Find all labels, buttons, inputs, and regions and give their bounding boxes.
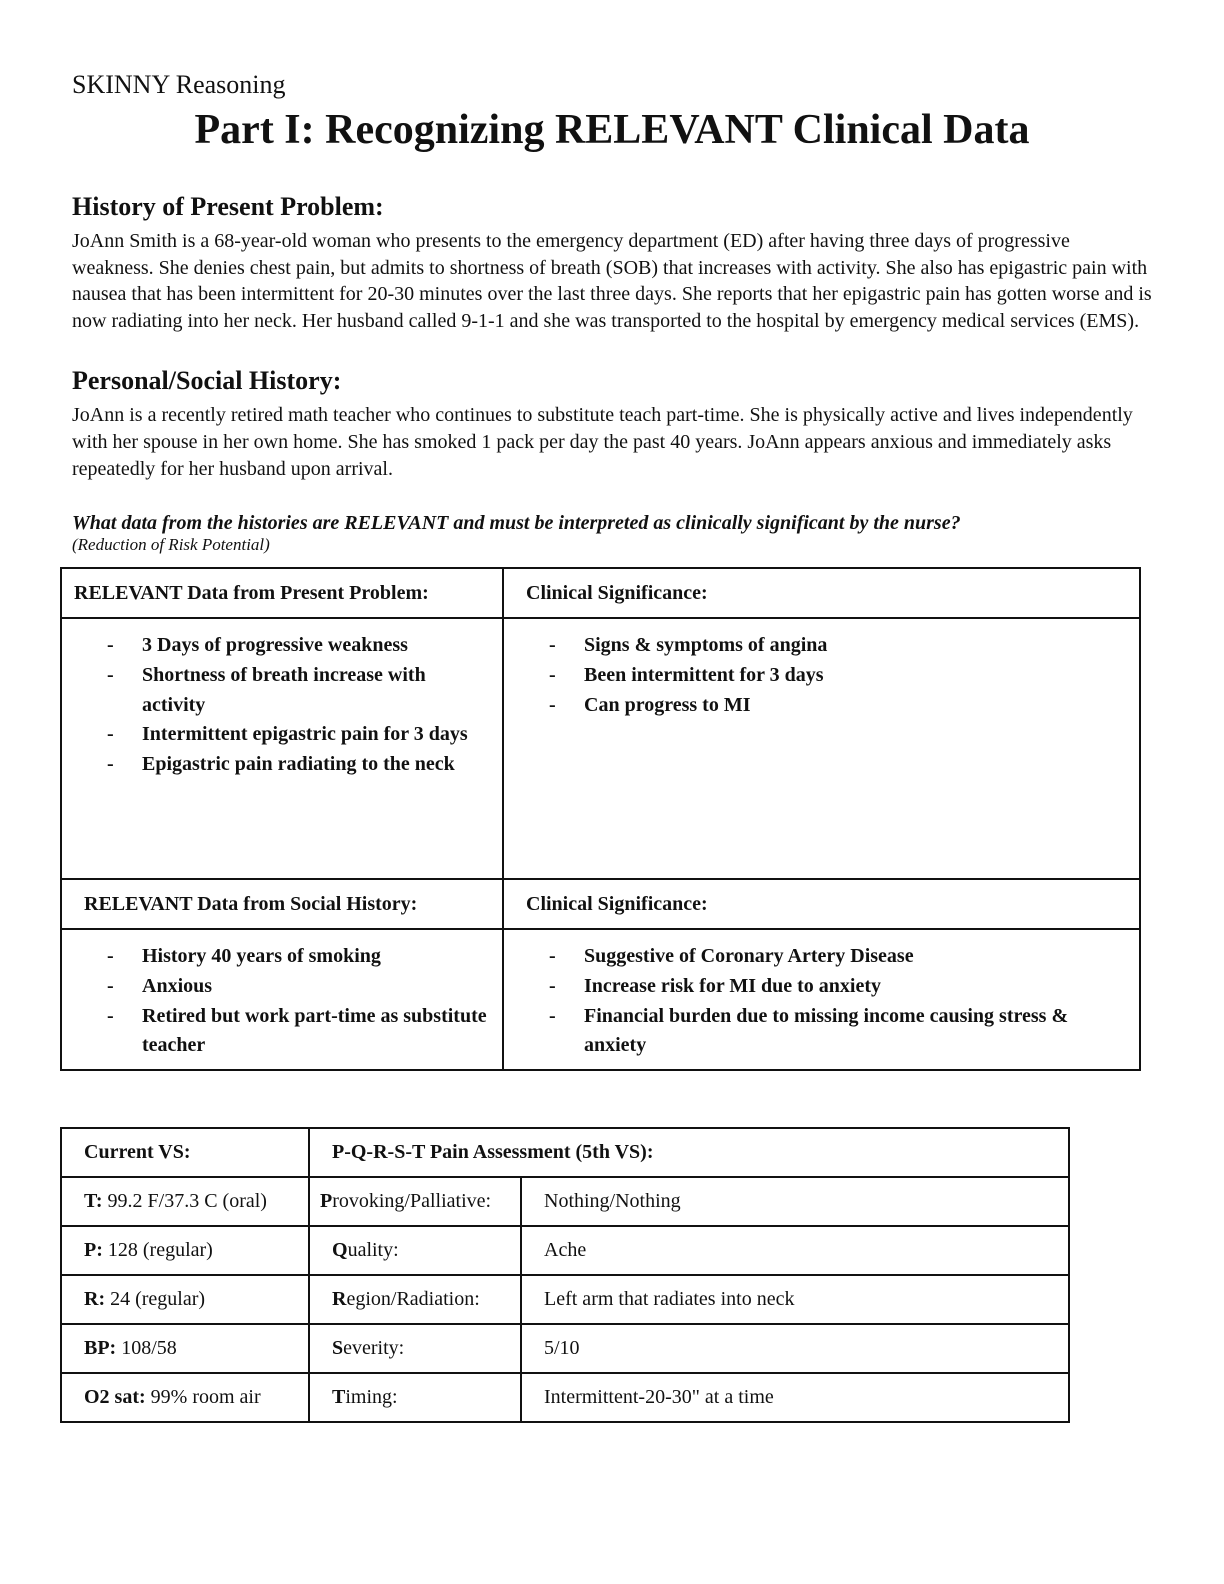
list-item: - Financial burden due to missing income causing stress & anxiety: [504, 1002, 1139, 1062]
list-item: - Shortness of breath increase with activity: [62, 661, 502, 721]
list-item: - Been intermittent for 3 days: [504, 661, 1139, 691]
vs-value: 99% room air: [145, 1386, 261, 1408]
pain-initial: S: [332, 1337, 344, 1359]
history-present-text: JoAnn Smith is a 68-year-old woman who presents to the emergency department (ED) after having three days of progressive weakness. She denies chest pain, but admits to shortness of breath (SOB) that increases with activity. She also has epigastric pain with nausea that has been intermittent for 20-30 minutes over the last three days. She reports that her epigastric pain has gotten worse and is now radiating into her neck. Her husband called 9-1-1 and she was transported to the hospital by emergency medical services (EMS).: [72, 230, 1152, 332]
vs-label: BP:: [84, 1337, 117, 1359]
present-significance-cell: [503, 618, 1140, 879]
social-data-cell: [61, 929, 503, 1070]
vs-value: 99.2 F/37.3 C (oral): [102, 1190, 267, 1212]
question-note: (Reduction of Risk Potential): [72, 535, 270, 555]
list-item: - 3 Days of progressive weakness: [62, 631, 502, 661]
list-item: - Retired but work part-time as substitute teacher: [62, 1002, 502, 1062]
pain-initial: Q: [332, 1239, 348, 1261]
list-item: - History 40 years of smoking: [62, 942, 502, 972]
vs-value: 24 (regular): [105, 1288, 206, 1310]
vs-value: 128 (regular): [102, 1239, 213, 1261]
history-present-heading: History of Present Problem:: [72, 192, 384, 221]
pain-value: 5/10: [521, 1324, 1069, 1373]
pain-initial: T: [332, 1386, 346, 1408]
list-item: - Anxious: [62, 972, 502, 1002]
pain-label: uality:: [347, 1239, 399, 1261]
vs-value: 108/58: [116, 1337, 177, 1359]
pain-label: rovoking/Palliative:: [332, 1190, 492, 1212]
pain-label: iming:: [345, 1386, 398, 1408]
current-vs-header: Current VS:: [61, 1128, 309, 1177]
list-item: - Intermittent epigastric pain for 3 days: [62, 720, 502, 750]
social-significance-cell: [503, 929, 1140, 1070]
pain-label: egion/Radiation:: [346, 1288, 480, 1310]
social-history-heading: Personal/Social History:: [72, 366, 342, 396]
table-row: [61, 1226, 1069, 1275]
table-row: [61, 1324, 1069, 1373]
list-item: - Increase risk for MI due to anxiety: [504, 972, 1139, 1002]
list-item: - Suggestive of Coronary Artery Disease: [504, 942, 1139, 972]
vital-signs-table: [60, 1127, 1070, 1423]
document-kicker: SKINNY Reasoning: [72, 70, 286, 99]
table-row: [61, 1275, 1069, 1324]
social-history-text: JoAnn is a recently retired math teacher who continues to substitute teach part-time. She is physically active and lives independently with her spouse in her own home. She has smoked 1 pack per day the past 40 years. JoAnn appears anxious and immediately asks repeatedly for her husband upon arrival.: [72, 404, 1133, 480]
vs-label: R:: [84, 1288, 106, 1310]
vs-label: P:: [84, 1239, 103, 1261]
pain-label: everity:: [343, 1337, 405, 1359]
present-significance-header: Clinical Significance:: [503, 568, 1140, 618]
pain-initial: R: [332, 1288, 347, 1310]
pain-assessment-header: P-Q-R-S-T Pain Assessment (5th VS):: [309, 1128, 1069, 1177]
list-item: - Epigastric pain radiating to the neck: [62, 750, 502, 780]
vs-label: O2 sat:: [84, 1386, 146, 1408]
pain-value: Nothing/Nothing: [521, 1177, 1069, 1226]
pain-initial: P: [320, 1190, 333, 1212]
page-title: Part I: Recognizing RELEVANT Clinical Data: [194, 107, 1030, 153]
table-row: [61, 1373, 1069, 1422]
relevant-data-table: [60, 567, 1141, 1071]
social-significance-header: Clinical Significance:: [503, 879, 1140, 929]
list-item: - Can progress to MI: [504, 691, 1139, 721]
pain-value: Intermittent-20-30" at a time: [521, 1373, 1069, 1422]
social-header: RELEVANT Data from Social History:: [61, 879, 503, 929]
document-body: [72, 68, 1152, 556]
vs-label: T:: [84, 1190, 103, 1212]
relevance-question: What data from the histories are RELEVANT and must be interpreted as clinically significant by the nurse?: [72, 512, 961, 535]
table-row: [61, 1177, 1069, 1226]
pain-value: Ache: [521, 1226, 1069, 1275]
present-header: RELEVANT Data from Present Problem:: [61, 568, 503, 618]
pain-value: Left arm that radiates into neck: [521, 1275, 1069, 1324]
present-data-cell: [61, 618, 503, 879]
list-item: - Signs & symptoms of angina: [504, 631, 1139, 661]
